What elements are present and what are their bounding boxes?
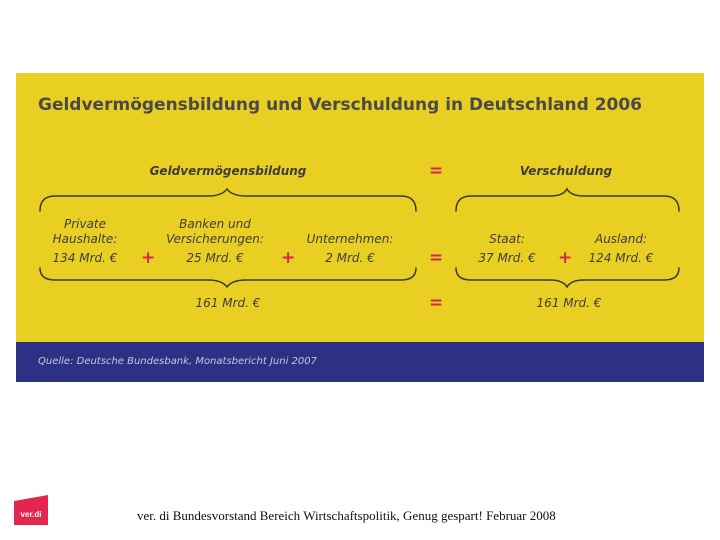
left-item-value: 25 Mrd. € xyxy=(186,251,244,265)
right-item-label: Staat: xyxy=(489,232,525,246)
left-item-label-1: Private xyxy=(63,217,107,231)
left-item-label-1: Banken und xyxy=(179,217,251,231)
right-item-value: 37 Mrd. € xyxy=(478,251,536,265)
right-heading: Verschuldung xyxy=(519,164,613,178)
right-total: 161 Mrd. € xyxy=(536,296,602,310)
plus-sign: + xyxy=(141,248,156,268)
footer-text: ver. di Bundesvorstand Bereich Wirtschaftspolitik, Genug gespart! Februar 2008 xyxy=(137,508,556,523)
left-item-label-2: Haushalte: xyxy=(52,232,118,246)
left-item-label-2: Unternehmen: xyxy=(306,232,394,246)
left-item-value: 2 Mrd. € xyxy=(325,251,375,265)
left-item-value: 134 Mrd. € xyxy=(52,251,118,265)
plus-sign: + xyxy=(281,248,296,268)
left-total: 161 Mrd. € xyxy=(195,296,261,310)
right-bottom-brace xyxy=(456,268,679,287)
verdi-logo xyxy=(13,495,49,525)
equals-heading: = xyxy=(429,161,444,181)
diagram-title: Geldvermögensbildung und Verschuldung in Deutschland 2006 xyxy=(38,95,643,115)
right-top-brace xyxy=(456,189,679,211)
plus-sign: + xyxy=(558,248,573,268)
right-item-value: 124 Mrd. € xyxy=(588,251,654,265)
svg-text:ver.di: ver.di xyxy=(20,510,42,519)
left-item-label-2: Versicherungen: xyxy=(166,232,264,246)
equals-total: = xyxy=(429,293,444,313)
left-bottom-brace xyxy=(40,268,416,287)
source-note: Quelle: Deutsche Bundesbank, Monatsbericht Juni 2007 xyxy=(38,356,318,367)
right-item-label: Ausland: xyxy=(594,232,648,246)
left-top-brace xyxy=(40,189,416,211)
equals-sign: = xyxy=(429,248,444,268)
left-heading: Geldvermögensbildung xyxy=(149,164,307,178)
